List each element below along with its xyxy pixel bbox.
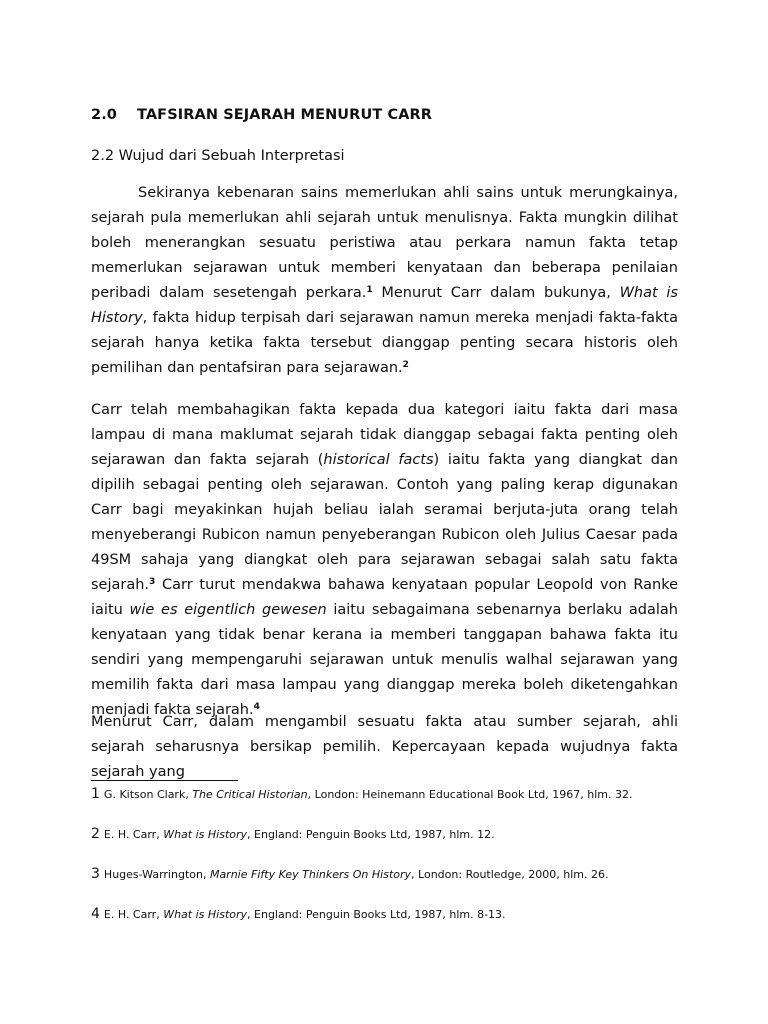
footnote-ref-2: 2: [402, 360, 409, 370]
footnote-3: [91, 866, 609, 883]
footnote-text-pre: Huges-Warrington,: [103, 868, 210, 881]
paragraph-2: [91, 398, 678, 723]
footnote-1: [91, 786, 632, 803]
paragraph-2-text-d: iaitu sebagaimana sebenarnya berlaku adalah kenyataan yang tidak benar kerana ia memberi tanggapan bahawa fakta itu sendiri yang mempengaruhi sejarawan untuk menulis walhal sejarawan yang memilih fakta dari masa lampau yang dianggap mereka boleh diketengahkan menjadi fakta sejarah.: [91, 602, 678, 718]
footnote-text-pre: E. H. Carr,: [103, 908, 164, 921]
paragraph-1: [91, 181, 678, 381]
footnote-title-italic: The Critical Historian: [192, 788, 308, 801]
footnote-number: 1: [91, 786, 100, 802]
footnote-ref-4: 4: [253, 702, 260, 712]
paragraph-1-text-b: Menurut Carr dalam bukunya,: [372, 285, 620, 301]
section-title: TAFSIRAN SEJARAH MENURUT CARR: [137, 107, 433, 123]
ranke-quote-italic: wie es eigentlich gewesen: [129, 602, 327, 618]
paragraph-1-text-c: , fakta hidup terpisah dari sejarawan namun mereka menjadi fakta-fakta sejarah hanya ketika fakta tersebut dianggap penting secara historis oleh pemilihan dan pentafsiran para sejarawan.: [91, 310, 678, 376]
historical-facts-italic: historical facts: [323, 452, 434, 468]
footnote-number: 3: [91, 866, 100, 882]
footnote-text-post: , England: Penguin Books Ltd, 1987, hlm. 12.: [247, 828, 495, 841]
paragraph-2-text-b: ) iaitu fakta yang diangkat dan dipilih sebagai penting oleh sejarawan. Contoh yang paling kerap digunakan Carr bagi meyakinkan hujah beliau ialah seramai berjuta-juta orang telah menyeberangi Rubicon namun penyeberangan Rubicon oleh Julius Caesar pada 49SM sahaja yang diangkat oleh para sejarawan sebagai salah satu fakta sejarah.: [91, 452, 678, 593]
paragraph-2-text-c: Carr turut mendakwa bahawa kenyataan popular Leopold von Ranke iaitu: [91, 577, 678, 618]
footnote-number: 2: [91, 826, 100, 842]
footnote-title-italic: What is History: [163, 908, 248, 921]
footnote-text-post: , London: Routledge, 2000, hlm. 26.: [411, 868, 609, 881]
book-title-italic: What is History: [91, 285, 678, 326]
footnote-4: [91, 906, 506, 923]
footnote-ref-1: 1: [366, 285, 373, 295]
footnote-text-pre: E. H. Carr,: [103, 828, 164, 841]
footnote-title-italic: What is History: [163, 828, 248, 841]
footnote-text-pre: G. Kitson Clark,: [103, 788, 193, 801]
footnote-2: [91, 826, 495, 843]
footnote-number: 4: [91, 906, 100, 922]
paragraph-3: Menurut Carr, dalam mengambil sesuatu fakta atau sumber sejarah, ahli sejarah seharusnya bersikap pemilih. Kepercayaan kepada wujudnya fakta sejarah yang: [91, 714, 678, 780]
footnote-separator: [91, 780, 238, 781]
paragraph-2-text-a: Carr telah membahagikan fakta kepada dua kategori iaitu fakta dari masa lampau di mana maklumat sejarah tidak dianggap sebagai fakta penting oleh sejarawan dan fakta sejarah (: [91, 402, 678, 468]
subsection-heading: 2.2 Wujud dari Sebuah Interpretasi: [91, 148, 345, 164]
paragraph-1-text-a: Sekiranya kebenaran sains memerlukan ahli sains untuk merungkainya, sejarah pula memerlukan ahli sejarah untuk menulisnya. Fakta mungkin dilihat boleh menerangkan sesuatu peristiwa atau perkara namun fakta tetap memerlukan sejarawan untuk memberi kenyataan dan beberapa penilaian peribadi dalam sesetengah perkara.: [91, 185, 678, 301]
footnote-title-italic: Marnie Fifty Key Thinkers On History: [209, 868, 412, 881]
footnote-ref-3: 3: [149, 577, 156, 587]
footnote-text-post: , London: Heinemann Educational Book Ltd, 1967, hlm. 32.: [307, 788, 633, 801]
footnote-text-post: , England: Penguin Books Ltd, 1987, hlm. 8-13.: [247, 908, 506, 921]
section-heading: [91, 107, 432, 123]
section-number: 2.0: [91, 107, 117, 123]
